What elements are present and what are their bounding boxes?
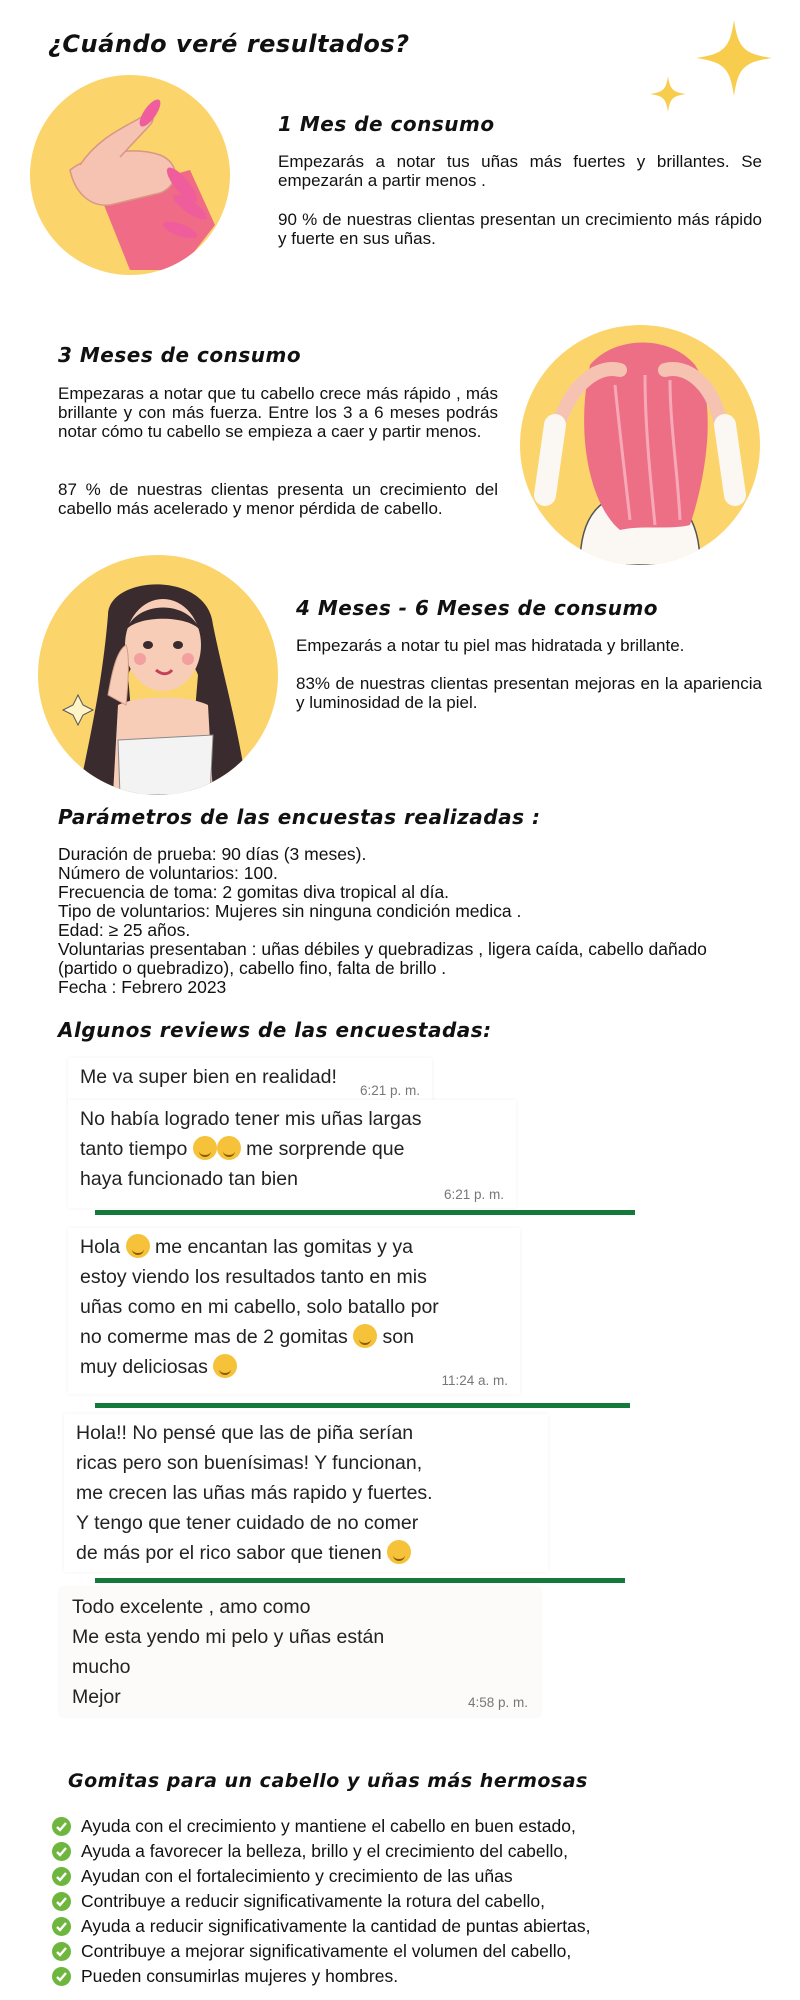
section2-title: 3 Meses de consumo: [58, 343, 302, 367]
list-item: [52, 1889, 590, 1914]
review-line: haya funcionado tan bien: [80, 1168, 298, 1190]
benefit-text: Pueden consumirlas mujeres y hombres.: [81, 1966, 399, 1986]
review-line: me encantan las gomitas y ya: [154, 1236, 413, 1258]
check-icon: [52, 1967, 71, 1986]
review-bubble-5: [60, 1588, 540, 1716]
list-item: [52, 1939, 590, 1964]
section1-paragraph-1: Empezarás a notar tus uñas más fuertes y brillantes. Se empezarán a partir menos .: [278, 152, 762, 190]
list-item: [52, 1814, 590, 1839]
review-divider: [95, 1210, 635, 1215]
benefits-list: [52, 1814, 590, 1989]
review-line: Hola!! No pensé que las de piña serían: [76, 1422, 414, 1444]
reviews-title: Algunos reviews de las encuestadas:: [58, 1018, 492, 1042]
review-bubble-4: [64, 1414, 548, 1572]
benefit-text: Ayuda a favorecer la belleza, brillo y el crecimiento del cabello,: [81, 1841, 569, 1861]
section3-paragraph-2: 83% de nuestras clientas presentan mejoras en la apariencia y luminosidad de la piel.: [296, 674, 762, 712]
check-icon: [52, 1842, 71, 1861]
survey-line: Duración de prueba: 90 días (3 meses).: [58, 844, 367, 864]
review-line: Mejor: [72, 1686, 121, 1708]
pleading-face-emoji-icon: [193, 1136, 217, 1160]
survey-title: Parámetros de las encuestas realizadas :: [58, 805, 541, 829]
section2-paragraph-2: 87 % de nuestras clientas presenta un crecimiento del cabello más acelerado y menor pérdida de cabello.: [58, 480, 498, 518]
survey-line: Voluntarias presentaban : uñas débiles y quebradizas , ligera caída, cabello dañado: [58, 939, 707, 959]
review-line: estoy viendo los resultados tanto en mis: [80, 1266, 427, 1288]
survey-line: (partido o quebradizo), cabello fino, falta de brillo .: [58, 958, 447, 978]
smiling-face-emoji-icon: [213, 1354, 237, 1378]
section3-paragraph-1: Empezarás a notar tu piel mas hidratada y brillante.: [296, 636, 685, 655]
review-bubble-3: [68, 1228, 520, 1394]
list-item: [52, 1839, 590, 1864]
benefits-title: Gomitas para un cabello y uñas más hermosas: [68, 1770, 588, 1792]
check-icon: [52, 1917, 71, 1936]
survey-line: Número de voluntarios: 100.: [58, 863, 278, 883]
list-item: [52, 1864, 590, 1889]
review-line: no comerme mas de 2 gomitas: [80, 1326, 348, 1348]
sparkle-small-icon: [650, 76, 686, 112]
review-line: de más por el rico sabor que tienen: [76, 1542, 382, 1564]
review-text: Me va super bien en realidad!: [80, 1066, 337, 1088]
survey-line: Fecha : Febrero 2023: [58, 977, 227, 997]
section2-paragraph-1: Empezaras a notar que tu cabello crece más rápido , más brillante y con más fuerza. Entre los 3 a 6 meses podrás notar cómo tu cabello se empieza a caer y partir menos.: [58, 384, 498, 441]
review-line: Todo excelente , amo como: [72, 1596, 311, 1618]
check-icon: [52, 1942, 71, 1961]
survey-line: Frecuencia de toma: 2 gomitas diva tropical al día.: [58, 882, 450, 902]
review-line: tanto tiempo: [80, 1138, 188, 1160]
check-icon: [52, 1892, 71, 1911]
survey-line: Edad: ≥ 25 años.: [58, 920, 191, 940]
review-time: 11:24 a. m.: [441, 1373, 508, 1388]
section3-title: 4 Meses - 6 Meses de consumo: [296, 596, 659, 620]
list-item: [52, 1964, 590, 1989]
hair-illustration: [520, 325, 760, 565]
page-title: ¿Cuándo veré resultados?: [48, 30, 410, 58]
review-time: 4:58 p. m.: [467, 1695, 528, 1710]
benefit-text: Ayuda a reducir significativamente la cantidad de puntas abiertas,: [81, 1916, 591, 1936]
benefit-text: Contribuye a mejorar significativamente el volumen del cabello,: [81, 1941, 572, 1961]
review-line: No había logrado tener mis uñas largas: [80, 1108, 422, 1130]
review-bubble-2: [68, 1100, 516, 1208]
review-line: uñas como en mi cabello, solo batallo por: [80, 1296, 439, 1318]
benefit-text: Contribuye a reducir significativamente la rotura del cabello,: [81, 1891, 545, 1911]
list-item: [52, 1914, 590, 1939]
section1-paragraph-2: 90 % de nuestras clientas presentan un crecimiento más rápido y fuerte en sus uñas.: [278, 210, 762, 248]
survey-line: Tipo de voluntarios: Mujeres sin ninguna condición medica .: [58, 901, 522, 921]
review-line: me crecen las uñas más rapido y fuertes.: [76, 1482, 433, 1504]
benefit-text: Ayudan con el fortalecimiento y crecimiento de las uñas: [81, 1866, 513, 1886]
review-line: Hola: [80, 1236, 121, 1258]
star-struck-emoji-icon: [387, 1540, 411, 1564]
review-time: 6:21 p. m.: [359, 1083, 420, 1098]
nails-illustration: [30, 75, 230, 275]
skin-illustration: [38, 555, 278, 795]
review-line: Y tengo que tener cuidado de no comer: [76, 1512, 419, 1534]
section1-title: 1 Mes de consumo: [278, 112, 495, 136]
hand-over-mouth-emoji-icon: [353, 1324, 377, 1348]
hugging-face-emoji-icon: [126, 1234, 150, 1258]
review-time: 6:21 p. m.: [443, 1187, 504, 1202]
sparkle-large-icon: [696, 20, 772, 96]
review-bubble-1: [68, 1058, 432, 1104]
review-line: son: [382, 1326, 414, 1348]
review-line: ricas pero son buenísimas! Y funcionan,: [76, 1452, 423, 1474]
review-divider: [95, 1578, 625, 1583]
review-divider: [95, 1403, 630, 1408]
check-icon: [52, 1817, 71, 1836]
review-line: Me esta yendo mi pelo y uñas están: [72, 1626, 385, 1648]
survey-parameters: [58, 845, 707, 997]
review-line: mucho: [72, 1656, 131, 1678]
review-line: muy deliciosas: [80, 1356, 208, 1378]
pleading-face-emoji-icon: [217, 1136, 241, 1160]
benefit-text: Ayuda con el crecimiento y mantiene el cabello en buen estado,: [81, 1816, 576, 1836]
check-icon: [52, 1867, 71, 1886]
review-line: me sorprende que: [246, 1138, 405, 1160]
